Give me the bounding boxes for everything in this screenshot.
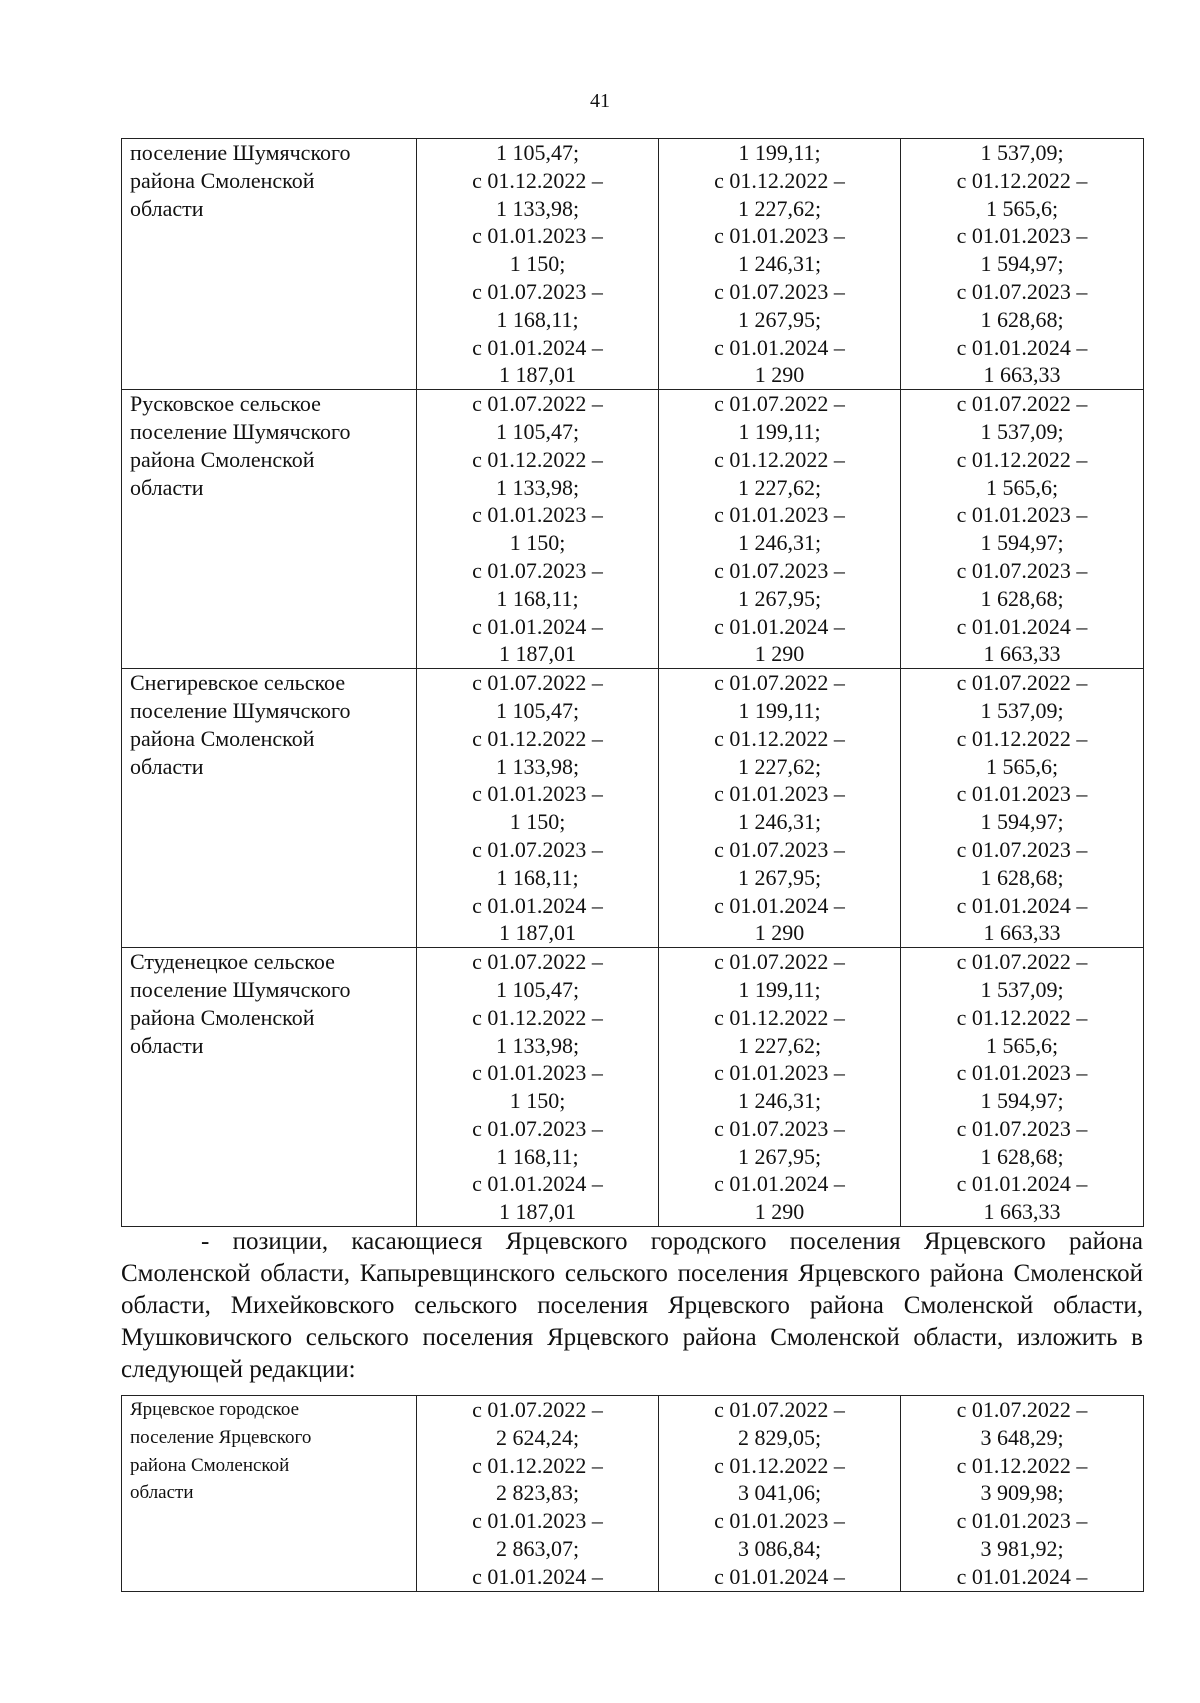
- tariff-line: с 01.01.2024 –: [472, 892, 603, 918]
- tariff-cell: [901, 139, 1144, 390]
- tariff-line: 1 663,33: [983, 920, 1061, 946]
- tariff-line: 1 187,01: [499, 641, 576, 667]
- tariff-line: с 01.01.2023 –: [714, 781, 845, 807]
- table-row: [122, 139, 1144, 390]
- tariff-line: 1 150;: [509, 1088, 566, 1114]
- tariff-line: с 01.12.2022 –: [714, 167, 845, 193]
- tariff-line: 1 537,09;: [980, 976, 1064, 1002]
- tariff-line: с 01.07.2022 –: [714, 670, 845, 696]
- settlement-name-cell: [122, 669, 417, 948]
- tariff-line: с 01.12.2022 –: [472, 1004, 603, 1030]
- tariff-line: с 01.01.2023 –: [956, 502, 1088, 528]
- settlement-name-cell: [122, 948, 417, 1227]
- tariff-line: 1 105,47;: [495, 697, 580, 723]
- tariff-line: 2 823,83;: [495, 1480, 580, 1506]
- tariff-line: с 01.12.2022 –: [472, 167, 603, 193]
- tariff-line: с 01.07.2023 –: [472, 1115, 603, 1141]
- tariff-line: 1 267,95;: [737, 864, 822, 890]
- tariff-line: 1 628,68;: [980, 585, 1064, 611]
- tariff-line: 1 628,68;: [980, 1143, 1064, 1169]
- tariff-line: с 01.01.2023 –: [714, 502, 845, 528]
- tariff-cell: [659, 390, 901, 669]
- tariff-cell: [901, 669, 1144, 948]
- tariff-line: с 01.07.2022 –: [714, 391, 845, 417]
- tariff-line: 1 246,31;: [737, 251, 822, 277]
- tariff-line: 1 227,62;: [737, 753, 822, 779]
- settlement-name-line: поселение Шумячского: [130, 697, 351, 723]
- tariff-line: с 01.01.2024 –: [956, 1563, 1088, 1589]
- tariff-line: с 01.12.2022 –: [956, 167, 1088, 193]
- tariff-line: 1 133,98;: [495, 195, 580, 221]
- tariff-line: 1 246,31;: [737, 809, 822, 835]
- settlement-name-line: Ярцевское городское: [130, 1399, 300, 1420]
- tariff-line: с 01.07.2022 –: [472, 391, 603, 417]
- tariff-line: с 01.12.2022 –: [472, 1452, 603, 1478]
- tariff-line: 1 267,95;: [737, 1143, 822, 1169]
- tariff-line: 1 246,31;: [737, 530, 822, 556]
- tariff-cell: [659, 139, 901, 390]
- tariff-line: 3 648,29;: [980, 1424, 1064, 1450]
- tariff-line: 1 150;: [509, 809, 566, 835]
- tariff-line: 1 663,33: [983, 641, 1061, 667]
- tariff-line: 1 537,09;: [980, 697, 1064, 723]
- tariff-line: 1 199,11;: [738, 697, 821, 723]
- tariff-line: 1 594,97;: [980, 530, 1064, 556]
- settlement-name-line: района Смоленской: [130, 167, 315, 193]
- tariff-line: 1 565,6;: [985, 195, 1059, 221]
- tariff-line: 1 290: [754, 920, 805, 946]
- tariff-line: 1 227,62;: [737, 1032, 822, 1058]
- tariff-line: 1 133,98;: [495, 753, 580, 779]
- tariff-line: с 01.01.2024 –: [472, 613, 603, 639]
- tariff-line: 1 199,11;: [738, 418, 821, 444]
- tariff-line: 1 168,11;: [496, 585, 579, 611]
- tariff-line: с 01.01.2024 –: [714, 1171, 845, 1197]
- tariff-line: 1 150;: [509, 251, 566, 277]
- tariff-line: 1 133,98;: [495, 474, 580, 500]
- tariff-line: 1 168,11;: [496, 864, 579, 890]
- tariff-line: 1 663,33: [983, 362, 1061, 388]
- tariff-line: с 01.12.2022 –: [956, 1452, 1088, 1478]
- tariff-line: 1 227,62;: [737, 195, 822, 221]
- tariff-line: 1 290: [754, 641, 805, 667]
- tariff-line: с 01.07.2023 –: [472, 557, 603, 583]
- tariff-line: 3 909,98;: [980, 1480, 1064, 1506]
- settlement-name-line: поселение Шумячского: [130, 140, 351, 165]
- tariff-cell: [901, 390, 1144, 669]
- settlement-name-line: области: [130, 474, 204, 500]
- settlement-name-line: Русковское сельское: [130, 391, 321, 417]
- tariff-line: с 01.07.2022 –: [472, 949, 603, 975]
- tariff-line: 3 086,84;: [737, 1535, 822, 1561]
- tariff-line: с 01.07.2023 –: [714, 836, 845, 862]
- tariff-cell: [417, 390, 659, 669]
- tariff-line: 1 199,11;: [738, 140, 821, 165]
- settlement-name-line: района Смоленской: [130, 1004, 315, 1030]
- tariff-line: с 01.01.2024 –: [714, 334, 845, 360]
- tariff-line: с 01.01.2023 –: [714, 223, 845, 249]
- tariff-line: с 01.07.2022 –: [714, 1397, 845, 1422]
- tariff-line: 3 041,06;: [737, 1480, 822, 1506]
- tariff-line: 1 168,11;: [496, 306, 579, 332]
- tariff-line: с 01.07.2023 –: [956, 836, 1088, 862]
- tariff-line: с 01.01.2023 –: [472, 502, 603, 528]
- tariff-line: 1 168,11;: [496, 1143, 579, 1169]
- settlement-name-line: поселение Шумячского: [130, 418, 351, 444]
- tariff-line: с 01.01.2023 –: [472, 781, 603, 807]
- tariff-line: 1 105,47;: [495, 140, 580, 165]
- tariff-table-1: [121, 138, 1144, 1227]
- tariff-line: с 01.07.2022 –: [956, 949, 1088, 975]
- tariff-line: 1 628,68;: [980, 864, 1064, 890]
- tariff-line: с 01.07.2023 –: [472, 278, 603, 304]
- settlement-name-line: района Смоленской: [130, 446, 315, 472]
- settlement-name-line: области: [130, 1482, 194, 1504]
- tariff-cell: [417, 948, 659, 1227]
- table-row: [122, 948, 1144, 1227]
- tariff-line: 1 246,31;: [737, 1088, 822, 1114]
- settlement-name-cell: [122, 1396, 417, 1592]
- settlement-name-line: Снегиревское сельское: [130, 670, 346, 696]
- tariff-line: с 01.12.2022 –: [714, 446, 845, 472]
- tariff-cell: [659, 1396, 901, 1592]
- tariff-line: 1 663,33: [983, 1199, 1061, 1225]
- tariff-line: 2 829,05;: [737, 1424, 822, 1450]
- tariff-line: с 01.01.2023 –: [956, 1060, 1088, 1086]
- settlement-name-line: поселение Ярцевского: [130, 1426, 312, 1448]
- tariff-line: с 01.01.2024 –: [472, 1171, 603, 1197]
- tariff-line: 1 290: [754, 1199, 805, 1225]
- tariff-line: 2 624,24;: [495, 1424, 580, 1450]
- tariff-line: с 01.01.2024 –: [956, 334, 1088, 360]
- tariff-line: 1 267,95;: [737, 306, 822, 332]
- tariff-line: 1 187,01: [499, 1199, 576, 1225]
- tariff-line: с 01.01.2023 –: [714, 1508, 845, 1534]
- tariff-line: с 01.07.2023 –: [714, 1115, 845, 1141]
- tariff-line: с 01.07.2022 –: [956, 1397, 1088, 1422]
- tariff-line: с 01.07.2023 –: [714, 278, 845, 304]
- tariff-line: с 01.07.2022 –: [956, 391, 1088, 417]
- tariff-line: 1 187,01: [499, 920, 576, 946]
- tariff-line: 1 227,62;: [737, 474, 822, 500]
- tariff-line: 1 267,95;: [737, 585, 822, 611]
- tariff-line: 1 199,11;: [738, 976, 821, 1002]
- settlement-name-cell: [122, 390, 417, 669]
- tariff-line: с 01.01.2024 –: [472, 334, 603, 360]
- table-row: [122, 1396, 1144, 1592]
- tariff-cell: [901, 1396, 1144, 1592]
- tariff-cell: [417, 669, 659, 948]
- tariff-line: с 01.07.2023 –: [956, 278, 1088, 304]
- table-row: [122, 390, 1144, 669]
- tariff-line: с 01.07.2022 –: [472, 1397, 603, 1422]
- tariff-line: с 01.07.2023 –: [714, 557, 845, 583]
- settlement-name-line: поселение Шумячского: [130, 976, 351, 1002]
- settlement-name-line: области: [130, 1032, 204, 1058]
- settlement-name-line: района Смоленской: [130, 1454, 290, 1476]
- tariff-line: с 01.07.2023 –: [956, 1115, 1088, 1141]
- tariff-line: с 01.07.2023 –: [472, 836, 603, 862]
- tariff-line: с 01.01.2024 –: [472, 1563, 603, 1589]
- tariff-line: 1 628,68;: [980, 306, 1064, 332]
- tariff-line: с 01.12.2022 –: [472, 725, 603, 751]
- tariff-line: 1 594,97;: [980, 1088, 1064, 1114]
- tariff-cell: [417, 1396, 659, 1592]
- tariff-line: с 01.01.2023 –: [956, 223, 1088, 249]
- settlement-name-line: области: [130, 195, 204, 221]
- tariff-line: с 01.01.2024 –: [956, 892, 1088, 918]
- tariff-line: 1 150;: [509, 530, 566, 556]
- tariff-line: с 01.01.2024 –: [956, 613, 1088, 639]
- tariff-line: 1 594,97;: [980, 251, 1064, 277]
- tariff-line: с 01.01.2024 –: [714, 613, 845, 639]
- settlement-name-cell: [122, 139, 417, 390]
- tariff-line: с 01.01.2023 –: [472, 1060, 603, 1086]
- tariff-line: с 01.12.2022 –: [714, 725, 845, 751]
- table-row: [122, 669, 1144, 948]
- tariff-line: 2 863,07;: [495, 1535, 580, 1561]
- tariff-cell: [901, 948, 1144, 1227]
- tariff-line: 1 105,47;: [495, 976, 580, 1002]
- settlement-name-line: Студенецкое сельское: [130, 949, 335, 975]
- tariff-line: с 01.12.2022 –: [956, 1004, 1088, 1030]
- tariff-line: 1 565,6;: [985, 474, 1059, 500]
- tariff-cell: [659, 669, 901, 948]
- tariff-table-2: [121, 1395, 1144, 1592]
- tariff-line: 1 105,47;: [495, 418, 580, 444]
- settlement-name-line: района Смоленской: [130, 725, 315, 751]
- tariff-line: с 01.07.2022 –: [956, 670, 1088, 696]
- tariff-line: с 01.01.2024 –: [956, 1171, 1088, 1197]
- tariff-line: 1 187,01: [499, 362, 576, 388]
- tariff-line: с 01.12.2022 –: [472, 446, 603, 472]
- tariff-line: с 01.07.2022 –: [714, 949, 845, 975]
- tariff-line: с 01.12.2022 –: [956, 725, 1088, 751]
- tariff-line: 1 565,6;: [985, 1032, 1059, 1058]
- tariff-line: 1 537,09;: [980, 140, 1064, 165]
- tariff-line: с 01.01.2023 –: [714, 1060, 845, 1086]
- tariff-line: 3 981,92;: [980, 1535, 1064, 1561]
- tariff-line: с 01.07.2022 –: [472, 670, 603, 696]
- tariff-line: с 01.01.2023 –: [472, 1508, 603, 1534]
- page-number: 41: [590, 90, 610, 112]
- tariff-cell: [659, 948, 901, 1227]
- tariff-line: с 01.01.2023 –: [956, 1508, 1088, 1534]
- tariff-line: 1 133,98;: [495, 1032, 580, 1058]
- tariff-line: с 01.12.2022 –: [956, 446, 1088, 472]
- tariff-line: 1 290: [754, 362, 805, 388]
- tariff-line: 1 537,09;: [980, 418, 1064, 444]
- tariff-line: с 01.12.2022 –: [714, 1452, 845, 1478]
- settlement-name-line: области: [130, 753, 204, 779]
- tariff-cell: [417, 139, 659, 390]
- amendment-paragraph: - позиции, касающиеся Ярцевского городского поселения Ярцевского района Смоленской области, Капыревщинского сельского поселения Ярцевского района Смоленской области, Михейковского сельского поселения Ярцевского района Смоленской области, Мушковичского сельского поселения Ярцевского района Смоленской области, изложить в следующей редакции:: [121, 1228, 1143, 1383]
- tariff-line: с 01.01.2023 –: [472, 223, 603, 249]
- tariff-line: с 01.01.2024 –: [714, 892, 845, 918]
- tariff-line: с 01.01.2024 –: [714, 1563, 845, 1589]
- tariff-line: 1 594,97;: [980, 809, 1064, 835]
- tariff-line: с 01.01.2023 –: [956, 781, 1088, 807]
- tariff-line: с 01.07.2023 –: [956, 557, 1088, 583]
- tariff-line: с 01.12.2022 –: [714, 1004, 845, 1030]
- tariff-line: 1 565,6;: [985, 753, 1059, 779]
